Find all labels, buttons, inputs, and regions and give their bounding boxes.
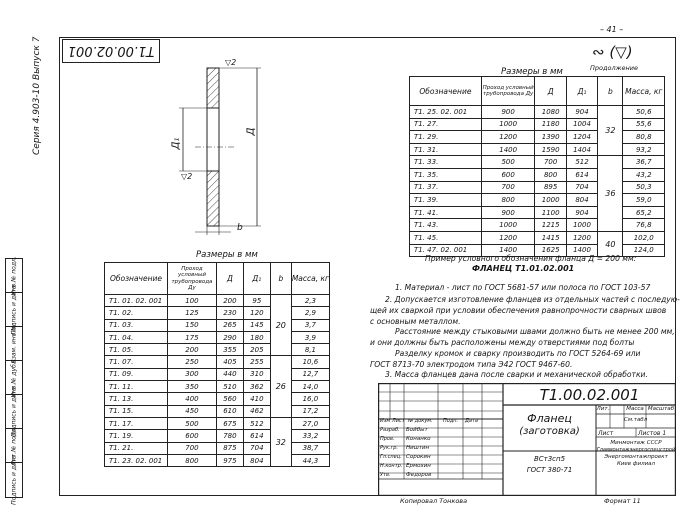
org-3: Энергомонтажпроект xyxy=(604,454,668,460)
cell-d1: 614 xyxy=(566,168,597,181)
cell-d: 440 xyxy=(216,368,243,380)
table-row xyxy=(410,156,665,169)
dim-d-label: Д xyxy=(245,127,257,136)
cell-mass: 14,0 xyxy=(291,381,329,393)
table-row xyxy=(410,106,665,119)
cell-nominal-bore: 1400 xyxy=(481,244,535,257)
cell-mass: 17,2 xyxy=(291,405,329,417)
table-row xyxy=(105,417,330,429)
page-number: – 41 – xyxy=(600,25,624,34)
col-scale: Масштаб xyxy=(647,406,675,412)
left-dimensions-table xyxy=(104,262,330,467)
note-line: и они должны быть расположены между отверстиями под болты xyxy=(370,338,635,347)
header-d1: Д₁ xyxy=(243,263,270,295)
cell-mass: 12,7 xyxy=(291,368,329,380)
note-line: 2. Допускается изготовление фланцев из отдельных частей с последую- xyxy=(385,295,680,304)
cell-d: 1180 xyxy=(535,118,566,131)
cell-mass: 76,8 xyxy=(623,219,665,232)
header-nominal-bore: Проход условный трубопровода Ду xyxy=(167,263,216,295)
cell-mass: 43,2 xyxy=(623,168,665,181)
cell-nominal-bore: 800 xyxy=(481,194,535,207)
cell-d1: 1000 xyxy=(566,219,597,232)
cell-d: 1625 xyxy=(535,244,566,257)
table-row xyxy=(105,295,330,307)
person-name: Бойбыт xyxy=(406,427,428,433)
cell-d: 1100 xyxy=(535,206,566,219)
example-line-1: Пример условного обозначения фланца Д = 200 мм: xyxy=(425,254,637,263)
cell-d: 1215 xyxy=(535,219,566,232)
surface-mark-bottom: ▽2 xyxy=(181,172,193,181)
side-cell xyxy=(6,284,22,335)
part-name: Фланец xyxy=(527,412,572,425)
cell-d1: 704 xyxy=(243,442,270,454)
cell-designation: Т1. 19. xyxy=(105,430,168,442)
note-line: Разделку кромок и сварку производить по ГОСТ 5264-69 или xyxy=(395,349,641,358)
rev-header-izm: Изм xyxy=(380,418,391,424)
flange-drawing xyxy=(165,55,295,240)
table-row xyxy=(410,181,665,194)
rotated-code: Т1.00.02.001 xyxy=(67,43,155,58)
cell-d: 800 xyxy=(535,168,566,181)
person-name: Ермохин xyxy=(406,463,431,469)
cell-mass: 50,6 xyxy=(623,106,665,119)
cell-d: 675 xyxy=(216,417,243,429)
cell-d: 1590 xyxy=(535,143,566,156)
note-line: с основным металлом. xyxy=(370,317,461,326)
cell-designation: Т1. 17. xyxy=(105,417,168,429)
table-row xyxy=(105,393,330,405)
cell-d1: 704 xyxy=(566,181,597,194)
rev-header-date: Дата xyxy=(465,418,478,424)
side-text: Инв.№ подл. xyxy=(10,255,18,296)
revision-mark: ∾ (▽) xyxy=(592,43,633,61)
side-text: Подпись и дата xyxy=(10,386,18,437)
header-b: b xyxy=(598,77,623,106)
cell-nominal-bore: 1200 xyxy=(481,231,535,244)
header-designation: Обозначение xyxy=(105,263,168,295)
note-line: 3. Масса фланцев дана после сварки и механической обработки. xyxy=(385,370,648,379)
sheets-label: Листов 1 xyxy=(638,430,667,437)
cell-nominal-bore: 400 xyxy=(167,393,216,405)
table-row xyxy=(410,143,665,156)
cell-mass: 3,9 xyxy=(291,331,329,343)
cell-b: 26 xyxy=(270,356,291,417)
header-mass: Масса, кг xyxy=(291,263,329,295)
cell-nominal-bore: 250 xyxy=(167,356,216,368)
cell-d: 875 xyxy=(216,442,243,454)
left-table-caption: Размеры в мм xyxy=(196,250,258,260)
cell-designation: Т1. 33. xyxy=(410,156,482,169)
col-lit: Лит. xyxy=(596,406,610,412)
org-1: Минмонтаж СССР xyxy=(610,440,662,446)
cell-d1: 205 xyxy=(243,344,270,356)
cell-mass: 102,0 xyxy=(623,231,665,244)
side-cell xyxy=(6,386,22,437)
cell-designation: Т1. 05. xyxy=(105,344,168,356)
side-text: Инв.№ дубл. xyxy=(10,357,18,398)
dim-d1-label: Д₁ xyxy=(170,137,182,150)
cell-d1: 462 xyxy=(243,405,270,417)
cell-nominal-bore: 100 xyxy=(167,295,216,307)
cell-designation: Т1. 03. xyxy=(105,319,168,331)
cell-d1: 804 xyxy=(243,454,270,466)
cell-b: 20 xyxy=(270,295,291,356)
side-strip xyxy=(5,255,23,505)
cell-d: 265 xyxy=(216,319,243,331)
cell-d: 1080 xyxy=(535,106,566,119)
cell-d: 405 xyxy=(216,356,243,368)
org-4: Киев филиал xyxy=(616,461,656,467)
right-table-header-row xyxy=(410,77,665,106)
cell-mass: 33,2 xyxy=(291,430,329,442)
person-name: Сорокин xyxy=(406,454,431,460)
side-text: Лит.№ подл. xyxy=(10,425,18,466)
table-row xyxy=(410,194,665,207)
cell-mass: 2,9 xyxy=(291,307,329,319)
cell-designation: Т1. 35. xyxy=(410,168,482,181)
table-row xyxy=(105,405,330,417)
cell-d: 895 xyxy=(535,181,566,194)
cell-nominal-bore: 350 xyxy=(167,381,216,393)
series-text: Серия 4.903-10 Выпуск 7 xyxy=(32,36,42,155)
person-name: Федоров xyxy=(406,472,432,478)
note-line: ГОСТ 8713-70 электродом типа Э42 ГОСТ 9467-60. xyxy=(370,360,573,369)
cell-d1: 1404 xyxy=(566,143,597,156)
cell-designation: Т1. 15. xyxy=(105,405,168,417)
cell-mass: 38,7 xyxy=(291,442,329,454)
cell-designation: Т1. 01. 02. 001 xyxy=(105,295,168,307)
cell-nominal-bore: 175 xyxy=(167,331,216,343)
cell-d1: 614 xyxy=(243,430,270,442)
table-row xyxy=(105,381,330,393)
rotated-code-box xyxy=(62,39,160,63)
cell-nominal-bore: 900 xyxy=(481,206,535,219)
cell-designation: Т1. 09. xyxy=(105,368,168,380)
cell-mass: 36,7 xyxy=(623,156,665,169)
cell-designation: Т1. 13. xyxy=(105,393,168,405)
table-row xyxy=(105,344,330,356)
header-mass: Масса, кг xyxy=(623,77,665,106)
cell-d1: 804 xyxy=(566,194,597,207)
cell-nominal-bore: 150 xyxy=(167,319,216,331)
table-row xyxy=(105,307,330,319)
cell-d: 1415 xyxy=(535,231,566,244)
part-subtitle: (заготовка) xyxy=(519,426,580,437)
header-d: Д xyxy=(216,263,243,295)
cell-mass: 16,0 xyxy=(291,393,329,405)
cell-designation: Т1. 07. xyxy=(105,356,168,368)
cell-d1: 904 xyxy=(566,206,597,219)
table-row xyxy=(105,454,330,466)
cell-mass: 10,6 xyxy=(291,356,329,368)
cell-designation: Т1. 21. xyxy=(105,442,168,454)
cell-d: 510 xyxy=(216,381,243,393)
cell-designation: Т1. 02. xyxy=(105,307,168,319)
cell-mass: 44,3 xyxy=(291,454,329,466)
cell-mass: 8,1 xyxy=(291,344,329,356)
table-row xyxy=(105,331,330,343)
cell-nominal-bore: 1400 xyxy=(481,143,535,156)
role: Гл.спец. xyxy=(380,454,402,460)
cell-nominal-bore: 300 xyxy=(167,368,216,380)
header-d: Д xyxy=(535,77,566,106)
cell-d1: 255 xyxy=(243,356,270,368)
cell-nominal-bore: 200 xyxy=(167,344,216,356)
note-line: 1. Материал - лист по ГОСТ 5681-57 или полоса по ГОСТ 103-57 xyxy=(395,283,651,292)
sheet-label: Лист xyxy=(598,430,614,437)
cell-d: 975 xyxy=(216,454,243,466)
role: Утв. xyxy=(380,472,391,478)
dim-b-label: b xyxy=(237,223,243,233)
cell-designation: Т1. 29. xyxy=(410,131,482,144)
cell-nominal-bore: 700 xyxy=(167,442,216,454)
cell-designation: Т1. 31. xyxy=(410,143,482,156)
person-name: Ништин xyxy=(406,445,430,451)
side-text: Подпись и дата xyxy=(10,284,18,335)
title-block-code: Т1.00.02.001 xyxy=(539,386,640,404)
cell-d: 1390 xyxy=(535,131,566,144)
cell-designation: Т1. 39. xyxy=(410,194,482,207)
table-row xyxy=(410,168,665,181)
footer-copied: Копировал Тонкова xyxy=(400,497,468,505)
cell-d: 560 xyxy=(216,393,243,405)
col-mass: Масса xyxy=(626,406,644,412)
table-row xyxy=(105,368,330,380)
table-row xyxy=(105,319,330,331)
cell-mass: 124,0 xyxy=(623,244,665,257)
cell-mass: 93,2 xyxy=(623,143,665,156)
cell-designation: Т1. 25. 02. 001 xyxy=(410,106,482,119)
cell-designation: Т1. 43. xyxy=(410,219,482,232)
cell-mass: 27,0 xyxy=(291,417,329,429)
side-cell xyxy=(6,324,22,363)
cell-d1: 1200 xyxy=(566,231,597,244)
cell-mass: 3,7 xyxy=(291,319,329,331)
rev-header-list: Лист xyxy=(392,418,405,424)
cell-d1: 145 xyxy=(243,319,270,331)
role: Пров. xyxy=(380,436,395,442)
cell-d1: 95 xyxy=(243,295,270,307)
cell-d1: 410 xyxy=(243,393,270,405)
role: Н.контр. xyxy=(380,463,403,469)
cell-d1: 1400 xyxy=(566,244,597,257)
cell-designation: Т1. 47. 02. 001 xyxy=(410,244,482,257)
cell-d: 780 xyxy=(216,430,243,442)
cell-designation: Т1. 04. xyxy=(105,331,168,343)
cell-d: 1000 xyxy=(535,194,566,207)
cell-b: 40 xyxy=(598,231,623,256)
cell-nominal-bore: 700 xyxy=(481,181,535,194)
header-designation: Обозначение xyxy=(410,77,482,106)
cell-d1: 180 xyxy=(243,331,270,343)
cell-nominal-bore: 1200 xyxy=(481,131,535,144)
cell-d: 355 xyxy=(216,344,243,356)
cell-d1: 310 xyxy=(243,368,270,380)
cell-d: 700 xyxy=(535,156,566,169)
cell-nominal-bore: 500 xyxy=(167,417,216,429)
role: Рук.гр. xyxy=(380,445,398,451)
cell-designation: Т1. 41. xyxy=(410,206,482,219)
cell-nominal-bore: 600 xyxy=(481,168,535,181)
table-row xyxy=(105,442,330,454)
cell-d: 290 xyxy=(216,331,243,343)
cell-mass: 2,3 xyxy=(291,295,329,307)
left-table-header-row xyxy=(105,263,330,295)
mass-value: См.табл xyxy=(624,417,648,423)
note-line: Расстояние между стыковыми швами должно быть не менее 200 мм, xyxy=(395,327,675,336)
material-grade: ВСт3сп5 xyxy=(533,455,566,463)
example-line-2: ФЛАНЕЦ Т1.01.02.001 xyxy=(472,264,575,273)
cell-designation: Т1. 23. 02. 001 xyxy=(105,454,168,466)
rev-header-sign: Подп. xyxy=(443,418,459,424)
right-dimensions-table xyxy=(409,76,665,257)
table-row xyxy=(410,219,665,232)
header-nominal-bore: Проход условный трубопровода Ду xyxy=(481,77,535,106)
table-row xyxy=(410,206,665,219)
right-table-caption: Размеры в мм xyxy=(501,67,563,77)
org-2: Главмонтажэнергоспецстрой xyxy=(596,447,676,453)
header-d1: Д₁ xyxy=(566,77,597,106)
cell-mass: 59,0 xyxy=(623,194,665,207)
note-line: щей их сваркой при условии обеспечения равнопрочности сварных швов xyxy=(370,306,667,315)
rev-header-doc: № докум. xyxy=(408,418,433,424)
cell-d1: 362 xyxy=(243,381,270,393)
side-cell xyxy=(6,455,22,505)
side-text: Взам. инв.№ xyxy=(10,324,18,363)
cell-nominal-bore: 800 xyxy=(167,454,216,466)
material-standard: ГОСТ 380-71 xyxy=(526,466,573,474)
table-row xyxy=(105,430,330,442)
cell-b: 36 xyxy=(598,156,623,232)
cell-mass: 65,2 xyxy=(623,206,665,219)
cell-designation: Т1. 27. xyxy=(410,118,482,131)
header-b: b xyxy=(270,263,291,295)
cell-mass: 80,8 xyxy=(623,131,665,144)
cell-mass: 50,3 xyxy=(623,181,665,194)
cell-d1: 512 xyxy=(566,156,597,169)
cell-nominal-bore: 1000 xyxy=(481,219,535,232)
cell-d: 200 xyxy=(216,295,243,307)
cell-designation: Т1. 11. xyxy=(105,381,168,393)
cell-d1: 512 xyxy=(243,417,270,429)
table-row xyxy=(410,131,665,144)
cell-designation: Т1. 45. xyxy=(410,231,482,244)
cell-mass: 55,6 xyxy=(623,118,665,131)
cell-d1: 1204 xyxy=(566,131,597,144)
role: Разраб. xyxy=(380,427,400,433)
cell-designation: Т1. 37. xyxy=(410,181,482,194)
cell-nominal-bore: 125 xyxy=(167,307,216,319)
cell-d: 610 xyxy=(216,405,243,417)
cell-d1: 904 xyxy=(566,106,597,119)
table-row xyxy=(105,356,330,368)
footer-format: Формат 11 xyxy=(604,497,641,505)
person-name: Конанко xyxy=(406,436,431,442)
right-table-continuation: Продолжение xyxy=(590,64,638,72)
cell-nominal-bore: 1000 xyxy=(481,118,535,131)
cell-nominal-bore: 600 xyxy=(167,430,216,442)
cell-nominal-bore: 900 xyxy=(481,106,535,119)
cell-nominal-bore: 500 xyxy=(481,156,535,169)
table-row xyxy=(410,118,665,131)
cell-b: 32 xyxy=(598,106,623,156)
side-text: Подпись и дата xyxy=(10,455,18,505)
cell-d1: 1004 xyxy=(566,118,597,131)
cell-b: 32 xyxy=(270,417,291,466)
cell-nominal-bore: 450 xyxy=(167,405,216,417)
cell-d1: 120 xyxy=(243,307,270,319)
table-row xyxy=(410,231,665,244)
cell-d: 230 xyxy=(216,307,243,319)
surface-mark-top: ▽2 xyxy=(225,58,237,67)
